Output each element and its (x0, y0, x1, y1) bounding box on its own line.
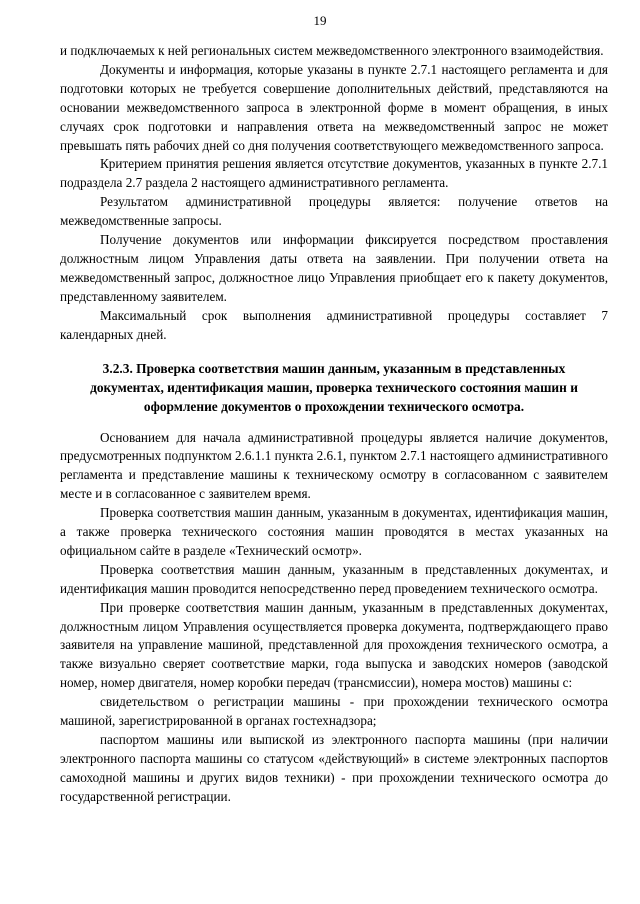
section-heading: 3.2.3. Проверка соответствия машин данным, указанным в представленных документах, идентификация машин, проверка технического состояния машин и оформление документов о прохождении технического осмотра. (90, 360, 578, 414)
paragraph: Максимальный срок выполнения административной процедуры составляет 7 календарных дней. (60, 307, 608, 342)
paragraph: свидетельством о регистрации машины - при прохождении технического осмотра машиной, зарегистрированной в органах гостехнадзора; (60, 694, 608, 729)
page-number: 19 (313, 13, 327, 28)
paragraph: Документы и информация, которые указаны в пункте 2.7.1 настоящего регламента и для подготовки которых не требуется совершение дополнительных действий, представляются на основании межведомственного запроса в электронной форме в момент обращения, в иных случаях срок подготовки и направления ответа на межведомственный запрос не может превышать пять рабочих дней со дня получения соответствующего межведомственного запроса. (60, 61, 608, 153)
paragraph: Основанием для начала административной процедуры является наличие документов, предусмотренных подпунктом 2.6.1.1 пункта 2.6.1, пунктом 2.7.1 настоящего административного регламента и представление машины к техническому осмотру в согласованном с заявителем месте и в согласованное с заявителем время. (60, 429, 608, 502)
paragraph: и подключаемых к ней региональных систем межведомственного электронного взаимодействия. (60, 43, 604, 58)
document-body (60, 42, 608, 807)
paragraph: Критерием принятия решения является отсутствие документов, указанных в пункте 2.7.1 подраздела 2.7 раздела 2 настоящего административного регламента. (60, 156, 608, 191)
paragraph: При проверке соответствия машин данным, указанным в представленных документах, должностным лицом Управления осуществляется проверка документа, подтверждающего право заявителя на управление машиной, представленной для прохождения технического осмотра, а также визуально сверяет соответствие марки, года выпуска и заводских номеров (заводской номер, номер двигателя, номер коробки передач (трансмиссии), номера мостов) машины с: (60, 599, 608, 691)
paragraph: Проверка соответствия машин данным, указанным в представленных документах, и идентификация машин проводится непосредственно перед проведением технического осмотра. (60, 561, 608, 596)
paragraph: Проверка соответствия машин данным, указанным в документах, идентификация машин, а также проверка технического состояния машин проводятся в местах указанных на официальном сайте в разделе «Технический осмотр». (60, 505, 608, 558)
paragraph: Получение документов или информации фиксируется посредством проставления должностным лицом Управления даты ответа на заявлении. При получении ответа на межведомственный запрос, должностное лицо Управления приобщает его к пакету документов, представленному заявителем. (60, 232, 608, 304)
paragraph: паспортом машины или выпиской из электронного паспорта машины (при наличии электронного паспорта машины со статусом «действующий» в системе электронных паспортов самоходной машины и других видов техники) - при прохождении технического осмотра до государственной регистрации. (60, 732, 608, 804)
paragraph: Результатом административной процедуры является: получение ответов на межведомственные запросы. (60, 194, 608, 229)
